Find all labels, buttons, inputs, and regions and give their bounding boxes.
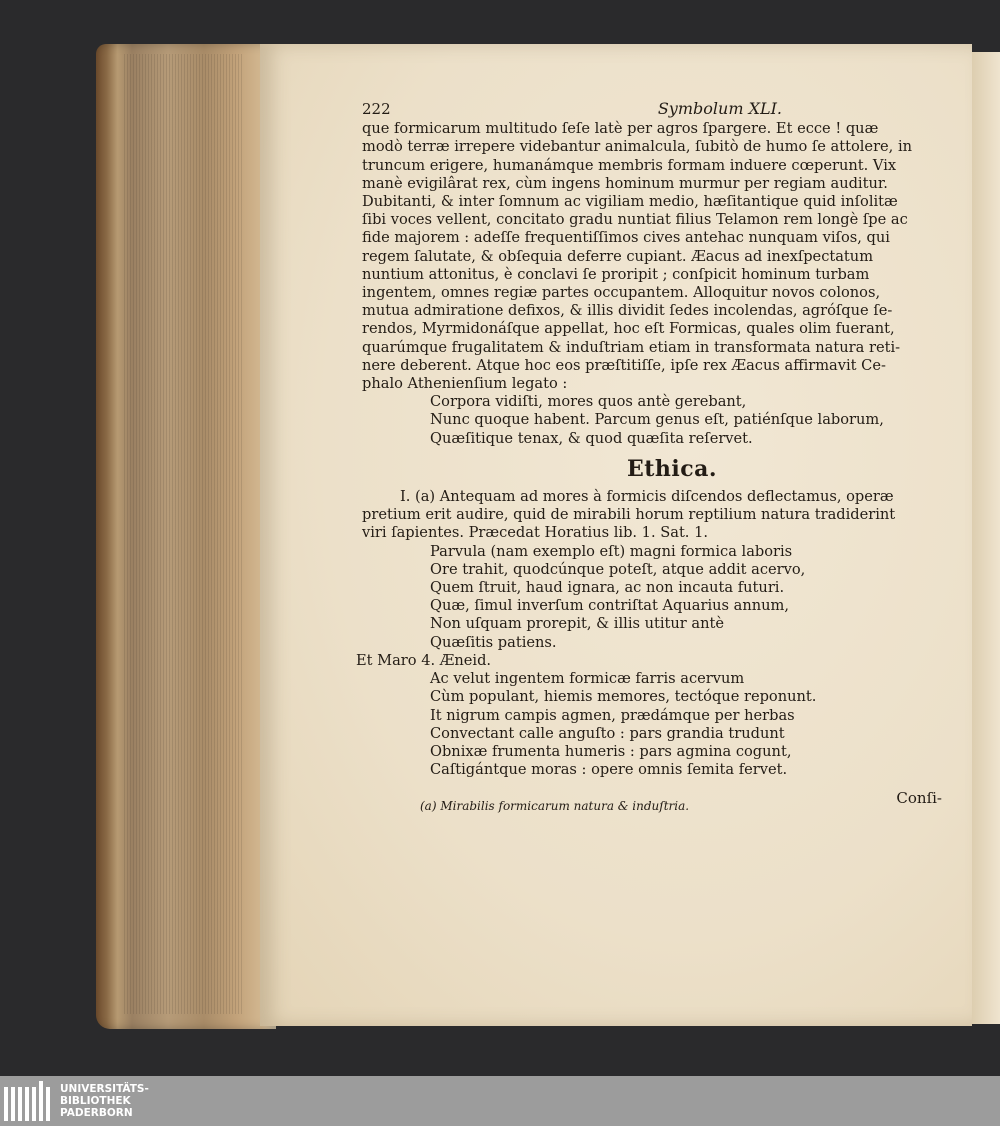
verse-line: Ore trahit, quodcúnque poteſt, atque addit acervo, [430,560,806,578]
text-line: Dubitanti, & inter ſomnum ac vigiliam medio, hæſitantique quid inſolitæ [362,193,898,211]
verse-line: Quæ, ſimul inverſum contriſtat Aquarius annum, [430,597,790,615]
verse-virgil [430,670,942,779]
running-head: Symbolum XLI. [657,99,782,118]
verse-line: Obnixæ frumenta humeris : pars agmina cogunt, [430,742,792,760]
text-line: truncum erigere, humanámque membris formam induere cœperunt. Vix [362,156,897,174]
verse-line: Quæſitis patiens. [430,633,557,651]
library-name-line: BIBLIOTHEK [60,1095,131,1107]
text-line: modò terræ irrepere videbantur animalcula, ſubitò de humo ſe attolere, in [362,138,913,156]
text-line: ſibi voces vellent, concitato gradu nuntiat filius Telamon rem longè ſpe ac [362,211,908,229]
verse-line: It nigrum campis agmen, prædámque per herbas [430,706,795,724]
footnote-row [362,789,942,815]
verse-line: Parvula (nam exemplo eſt) magni formica laboris [430,542,793,560]
section-heading: Ethica. [626,455,718,482]
text-line: fide majorem : adeſſe frequentiſſimos cives antehac nunquam viſos, qui [362,229,890,247]
text-line: manè evigilârat rex, cùm ingens hominum murmur per regiam auditur. [362,174,888,192]
verse-line: Quem ſtruit, haud ignara, ac non incauta futuri. [430,579,785,597]
verse-line: Caſtigántque moras : opere omnis ſemita fervet. [430,761,788,779]
library-name [60,1083,149,1119]
verse-line: Nunc quoque habent. Parcum genus eſt, patiénſque laborum, [430,411,884,429]
verse-line: Quæſitique tenax, & quod quæſita reſervet. [430,429,753,447]
text-line: nere deberent. Atque hoc eos præſtitiſſe, ipſe rex Æacus affirmavit Ce- [362,356,886,374]
ethica-paragraph [362,488,942,543]
verse-line: Cùm populant, hiemis memores, tectóque reponunt. [430,688,817,706]
text-line: phalo Athenienſium legato : [362,375,568,393]
book-page-edges [96,44,276,1029]
library-name-line: PADERBORN [60,1107,133,1119]
verse-line: Convectant calle anguſto : pars grandia trudunt [430,724,785,742]
text-line: pretium erit audire, quid de mirabili horum reptilium natura tradiderint [362,506,896,524]
text-line: quarúmque frugalitatem & induſtriam etiam in transformata natura reti- [362,338,901,356]
verse-horace [430,543,942,652]
text-line: ingentem, omnes regiæ partes occupantem. Alloquitur novos colonos, [362,284,881,302]
narrative-paragraph [362,120,942,393]
maro-intro: Et Maro 4. Æneid. [356,651,492,669]
text-line: rendos, Myrmidonáſque appellat, hoc eſt Formicas, quales olim fuerant, [362,320,895,338]
verse-line: Ac velut ingentem formicæ farris acervum [430,670,745,688]
library-banner [0,1076,1000,1126]
text-line: viri ſapientes. Præcedat Horatius lib. 1. Sat. 1. [362,524,709,542]
verse-line: Non uſquam prorepit, & illis utitur antè [430,615,725,633]
text-line: I. (a) Antequam ad mores à formicis diſcendos deflectamus, operæ [400,488,894,506]
verse-ovid [430,393,942,448]
catchword: Conſi- [896,789,942,808]
page-header [362,100,782,118]
text-line: que formicarum multitudo ſeſe latè per agros ſpargere. Et ecce ! quæ [362,120,879,138]
text-line: regem ſalutate, & obſequia deferre cupiant. Æacus ad inexſpectatum [362,247,874,265]
text-line: nuntium attonitus, è conclavi ſe proripit ; conſpicit hominum turbam [362,265,870,283]
verse-line: Corpora vidiſti, mores quos antè gerebant, [430,393,747,411]
page-number: 222 [362,100,391,118]
library-name-line: UNIVERSITÄTS- [60,1083,149,1095]
text-line: mutua admiratione defixos, & illis dividit ſedes incolendas, agróſque ſe- [362,302,893,320]
library-logo-icon [4,1081,50,1121]
page-text [356,99,942,816]
footnote: (a) Mirabilis formicarum natura & induſtria. [420,799,690,814]
